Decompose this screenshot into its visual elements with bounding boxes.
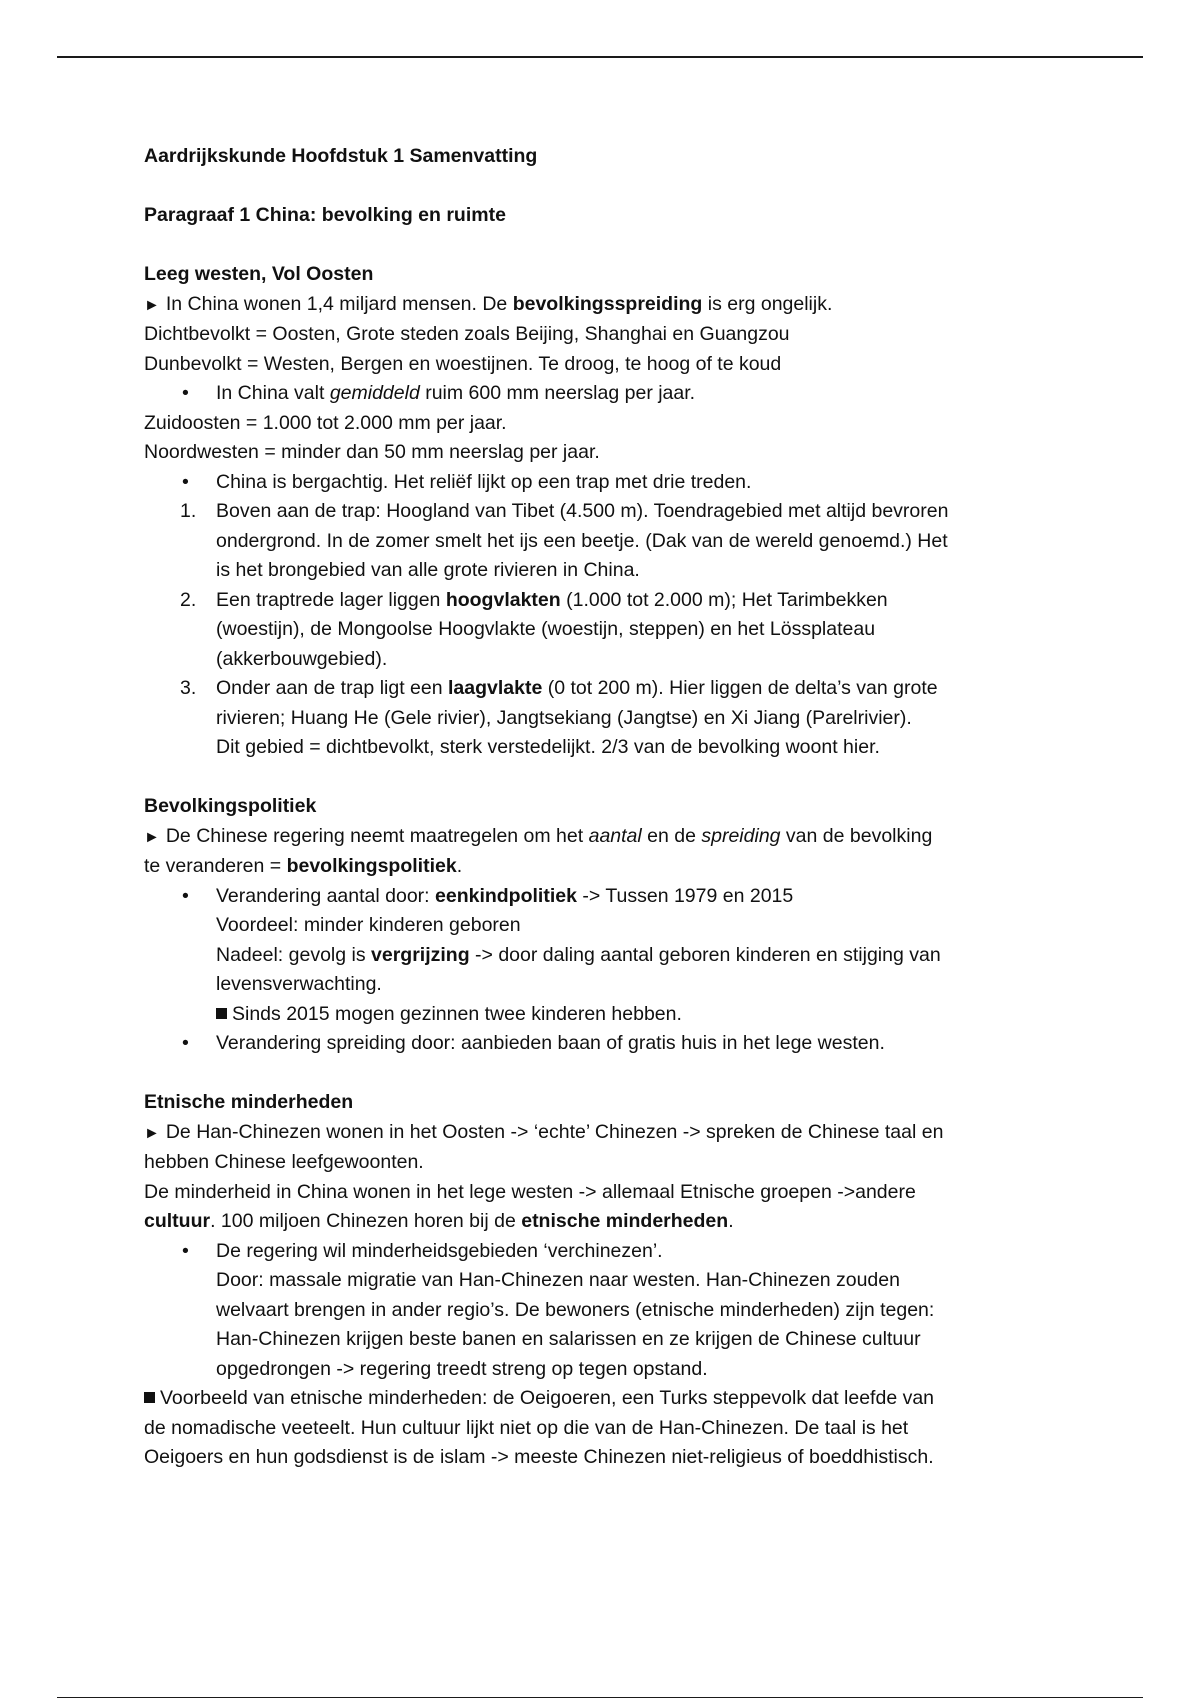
- list-number: 2.: [180, 588, 197, 611]
- arrow-line: ► De Chinese regering neemt maatregelen om het aantal en de spreiding van de bevolking: [144, 824, 933, 847]
- list-number: 3.: [180, 677, 197, 699]
- numbered-item-2: 2. Een traptrede lager liggen hoogvlakten (1.000 tot 2.000 m); Het Tarimbekken (woestijn), de Mongoolse Hoogvlakte (woestijn, steppen) en het Lössplateau (akkerbouwgebied).: [144, 586, 1074, 675]
- text-line: hebben Chinese leefgewoonten.: [144, 1151, 424, 1173]
- text-line: cultuur. 100 miljoen Chinezen horen bij de etnische minderheden.: [144, 1210, 734, 1232]
- triangle-bullet-icon: ►: [144, 1124, 160, 1142]
- text-line: Oeigoers en hun godsdienst is de islam -> meeste Chinezen niet-religieus of boeddhistisch.: [144, 1446, 934, 1468]
- text-line: de nomadische veeteelt. Hun cultuur lijkt niet op die van de Han-Chinezen. De taal is het: [144, 1416, 909, 1439]
- text-line: De minderheid in China wonen in het lege westen -> allemaal Etnische groepen ->andere: [144, 1180, 916, 1203]
- list-number: 1.: [180, 500, 197, 522]
- footer-rule: [57, 1697, 1143, 1698]
- square-bullet-icon: [216, 1008, 227, 1019]
- bullet-item: • Verandering spreiding door: aanbieden baan of gratis huis in het lege westen.: [144, 1029, 1074, 1059]
- document-title: Aardrijkskunde Hoofdstuk 1 Samenvatting: [144, 145, 538, 167]
- triangle-bullet-icon: ►: [144, 828, 160, 846]
- text-line: Noordwesten = minder dan 50 mm neerslag per jaar.: [144, 441, 600, 463]
- bullet-dot-icon: •: [182, 382, 189, 404]
- text-line: Zuidoosten = 1.000 tot 2.000 mm per jaar.: [144, 411, 507, 434]
- triangle-bullet-icon: ►: [144, 296, 160, 314]
- document-body: [144, 142, 1074, 1473]
- numbered-item-3: 3. Onder aan de trap ligt een laagvlakte (0 tot 200 m). Hier liggen de delta’s van grote rivieren; Huang He (Gele rivier), Jangtsekiang (Jangtse) en Xi Jiang (Parelrivier). Dit gebied = dichtbevolkt, sterk verstedelijkt. 2/3 van de bevolking woont hier.: [144, 674, 1074, 763]
- text-line: Dunbevolkt = Westen, Bergen en woestijnen. Te droog, te hoog of te koud: [144, 352, 782, 375]
- square-bullet-line: Sinds 2015 mogen gezinnen twee kinderen hebben.: [216, 1000, 1074, 1030]
- bullet-dot-icon: •: [182, 470, 189, 493]
- header-rule: [57, 56, 1143, 58]
- arrow-line: ► De Han-Chinezen wonen in het Oosten -> ‘echte’ Chinezen -> spreken de Chinese taal en: [144, 1120, 944, 1143]
- section-heading-leeg-westen: Leeg westen, Vol Oosten: [144, 263, 374, 285]
- bullet-dot-icon: •: [182, 884, 189, 907]
- bullet-item: • In China valt gemiddeld ruim 600 mm neerslag per jaar.: [144, 379, 1074, 409]
- paragraph-title: Paragraaf 1 China: bevolking en ruimte: [144, 204, 506, 226]
- bullet-dot-icon: •: [182, 1032, 189, 1054]
- bullet-item: • De regering wil minderheidsgebieden ‘verchinezen’. Door: massale migratie van Han-Chinezen naar westen. Han-Chinezen zouden welvaart brengen in ander regio’s. De bewoners (etnische minderheden) zijn tegen: Han-Chinezen krijgen beste banen en salarissen en ze krijgen de Chinese cultuur opgedrongen -> regering treedt streng op tegen opstand.: [144, 1237, 1074, 1385]
- bullet-dot-icon: •: [182, 1239, 189, 1262]
- text-line: te veranderen = bevolkingspolitiek.: [144, 855, 463, 877]
- bullet-item: • China is bergachtig. Het reliëf lijkt op een trap met drie treden.: [144, 468, 1074, 498]
- square-bullet-line: Voorbeeld van etnische minderheden: de Oeigoeren, een Turks steppevolk dat leefde van: [144, 1384, 1074, 1414]
- arrow-line: ► In China wonen 1,4 miljard mensen. De bevolkingsspreiding is erg ongelijk.: [144, 292, 833, 315]
- numbered-item-1: 1. Boven aan de trap: Hoogland van Tibet (4.500 m). Toendragebied met altijd bevroren ondergrond. In de zomer smelt het ijs een beetje. (Dak van de wereld genoemd.) Het is het brongebied van alle grote rivieren in China.: [144, 497, 1074, 586]
- text-line: Dichtbevolkt = Oosten, Grote steden zoals Beijing, Shanghai en Guangzou: [144, 323, 790, 345]
- bullet-item: • Verandering aantal door: eenkindpolitiek -> Tussen 1979 en 2015 Voordeel: minder kinderen geboren Nadeel: gevolg is vergrijzing -> door daling aantal geboren kinderen en stijging van levensverwachting. Sinds 2015 mogen gezinnen twee kinderen hebben.: [144, 882, 1074, 1030]
- square-bullet-icon: [144, 1392, 155, 1403]
- section-heading-etnische-minderheden: Etnische minderheden: [144, 1091, 354, 1113]
- section-heading-bevolkingspolitiek: Bevolkingspolitiek: [144, 795, 317, 817]
